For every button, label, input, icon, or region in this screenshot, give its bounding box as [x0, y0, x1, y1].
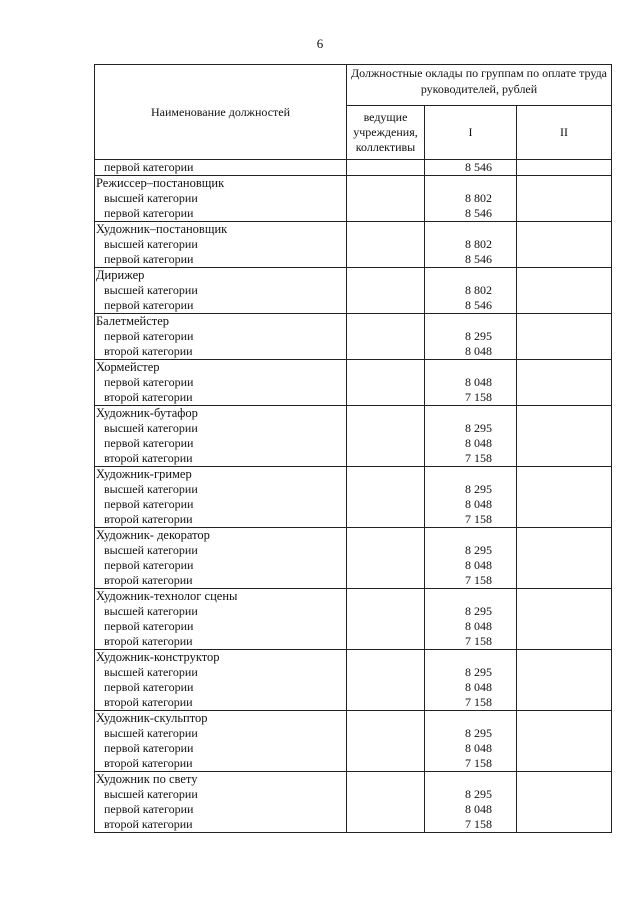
category-label: второй категории	[104, 634, 193, 648]
category-label: первой категории	[104, 497, 194, 511]
position-cell	[95, 406, 347, 467]
salary-value: 8 048	[465, 680, 492, 694]
category-label: высшей категории	[104, 283, 198, 297]
page-number: 6	[316, 36, 324, 51]
category-label: второй категории	[104, 344, 193, 358]
leading-institutions-cell	[347, 176, 425, 222]
group-2-cell	[517, 650, 612, 711]
table-row	[95, 160, 612, 176]
salary-value: 8 295	[465, 787, 492, 801]
salary-value: 7 158	[465, 451, 492, 465]
category-label: первой категории	[104, 252, 194, 266]
group-2-cell	[517, 528, 612, 589]
group-2-cell	[517, 589, 612, 650]
group-2-cell	[517, 268, 612, 314]
salary-value: 8 295	[465, 543, 492, 557]
group-2-cell	[517, 772, 612, 833]
category-label: первой категории	[104, 298, 194, 312]
category-label: второй категории	[104, 817, 193, 831]
table-body	[95, 160, 612, 833]
leading-institutions-cell	[347, 711, 425, 772]
salary-value: 8 048	[465, 344, 492, 358]
salary-value: 8 295	[465, 726, 492, 740]
leading-institutions-cell	[347, 160, 425, 176]
salary-value: 8 802	[465, 283, 492, 297]
table-row	[95, 268, 612, 314]
table-row	[95, 528, 612, 589]
category-label: первой категории	[104, 619, 194, 633]
leading-institutions-cell	[347, 772, 425, 833]
salary-value: 7 158	[465, 756, 492, 770]
position-cell	[95, 160, 347, 176]
category-label: высшей категории	[104, 787, 198, 801]
salary-value: 8 048	[465, 436, 492, 450]
category-label: первой категории	[104, 206, 194, 220]
table-row	[95, 360, 612, 406]
group-2-cell	[517, 222, 612, 268]
category-label: высшей категории	[104, 237, 198, 251]
salary-value: 8 048	[465, 619, 492, 633]
category-label: первой категории	[104, 329, 194, 343]
position-title: Художник-конструктор	[96, 650, 220, 664]
header-group-1: I	[425, 105, 517, 159]
table-row	[95, 772, 612, 833]
salary-value: 8 546	[465, 252, 492, 266]
group-1-cell	[425, 772, 517, 833]
group-1-cell	[425, 268, 517, 314]
position-title: Художник- декоратор	[96, 528, 210, 542]
group-2-cell	[517, 160, 612, 176]
salary-table	[94, 64, 612, 833]
leading-institutions-cell	[347, 528, 425, 589]
leading-institutions-cell	[347, 268, 425, 314]
position-cell	[95, 222, 347, 268]
group-1-cell	[425, 160, 517, 176]
category-label: высшей категории	[104, 482, 198, 496]
category-label: высшей категории	[104, 604, 198, 618]
group-1-cell	[425, 406, 517, 467]
category-label: высшей категории	[104, 543, 198, 557]
group-1-cell	[425, 589, 517, 650]
leading-institutions-cell	[347, 650, 425, 711]
category-label: второй категории	[104, 512, 193, 526]
table-row	[95, 176, 612, 222]
category-label: высшей категории	[104, 191, 198, 205]
position-title: Художник-скульптор	[96, 711, 208, 725]
salary-value: 8 546	[465, 160, 492, 174]
position-title: Художник-гример	[96, 467, 192, 481]
leading-institutions-cell	[347, 589, 425, 650]
table-row	[95, 467, 612, 528]
category-label: второй категории	[104, 451, 193, 465]
position-cell	[95, 268, 347, 314]
category-label: первой категории	[104, 375, 194, 389]
salary-value: 8 546	[465, 298, 492, 312]
salary-value: 7 158	[465, 634, 492, 648]
category-label: первой категории	[104, 160, 194, 174]
category-label: первой категории	[104, 436, 194, 450]
group-2-cell	[517, 406, 612, 467]
position-cell	[95, 528, 347, 589]
position-title: Дирижер	[96, 268, 145, 282]
header-salary-groups: Должностные оклады по группам по оплате труда руководителей, рублей	[347, 65, 612, 106]
leading-institutions-cell	[347, 406, 425, 467]
salary-value: 8 546	[465, 206, 492, 220]
leading-institutions-cell	[347, 314, 425, 360]
table-row	[95, 711, 612, 772]
position-title: Художник-технолог сцены	[96, 589, 238, 603]
group-1-cell	[425, 222, 517, 268]
salary-value: 7 158	[465, 390, 492, 404]
position-title: Балетмейстер	[96, 314, 170, 328]
position-cell	[95, 314, 347, 360]
group-1-cell	[425, 711, 517, 772]
category-label: первой категории	[104, 558, 194, 572]
salary-value: 8 802	[465, 237, 492, 251]
group-1-cell	[425, 467, 517, 528]
salary-value: 8 295	[465, 604, 492, 618]
table-row	[95, 589, 612, 650]
group-2-cell	[517, 360, 612, 406]
group-1-cell	[425, 360, 517, 406]
position-cell	[95, 176, 347, 222]
category-label: высшей категории	[104, 421, 198, 435]
salary-value: 7 158	[465, 573, 492, 587]
salary-value: 8 295	[465, 665, 492, 679]
salary-value: 8 295	[465, 421, 492, 435]
header-position-name: Наименование должностей	[95, 65, 347, 160]
position-title: Хормейстер	[96, 360, 160, 374]
position-title: Художник-бутафор	[96, 406, 198, 420]
header-group-2: II	[517, 105, 612, 159]
salary-value: 7 158	[465, 512, 492, 526]
group-2-cell	[517, 176, 612, 222]
salary-value: 8 048	[465, 802, 492, 816]
group-1-cell	[425, 528, 517, 589]
position-title: Художник по свету	[96, 772, 198, 786]
category-label: первой категории	[104, 680, 194, 694]
salary-value: 7 158	[465, 817, 492, 831]
position-cell	[95, 589, 347, 650]
table-row	[95, 406, 612, 467]
leading-institutions-cell	[347, 222, 425, 268]
category-label: второй категории	[104, 695, 193, 709]
group-2-cell	[517, 711, 612, 772]
category-label: высшей категории	[104, 726, 198, 740]
group-1-cell	[425, 650, 517, 711]
category-label: второй категории	[104, 390, 193, 404]
category-label: второй категории	[104, 756, 193, 770]
category-label: первой категории	[104, 741, 194, 755]
position-cell	[95, 650, 347, 711]
salary-value: 8 048	[465, 375, 492, 389]
position-title: Художник–постановщик	[96, 222, 228, 236]
position-title: Режиссер–постановщик	[96, 176, 225, 190]
leading-institutions-cell	[347, 360, 425, 406]
salary-value: 8 048	[465, 558, 492, 572]
table-row	[95, 314, 612, 360]
group-1-cell	[425, 314, 517, 360]
table-row	[95, 650, 612, 711]
salary-value: 8 295	[465, 482, 492, 496]
category-label: первой категории	[104, 802, 194, 816]
salary-value: 7 158	[465, 695, 492, 709]
salary-value: 8 048	[465, 741, 492, 755]
group-2-cell	[517, 314, 612, 360]
header-leading-institutions: ведущие учреждения, коллективы	[347, 105, 425, 159]
position-cell	[95, 467, 347, 528]
salary-value: 8 295	[465, 329, 492, 343]
position-cell	[95, 711, 347, 772]
salary-value: 8 048	[465, 497, 492, 511]
leading-institutions-cell	[347, 467, 425, 528]
position-cell	[95, 772, 347, 833]
group-1-cell	[425, 176, 517, 222]
position-cell	[95, 360, 347, 406]
group-2-cell	[517, 467, 612, 528]
table-row	[95, 222, 612, 268]
category-label: высшей категории	[104, 665, 198, 679]
category-label: второй категории	[104, 573, 193, 587]
salary-value: 8 802	[465, 191, 492, 205]
